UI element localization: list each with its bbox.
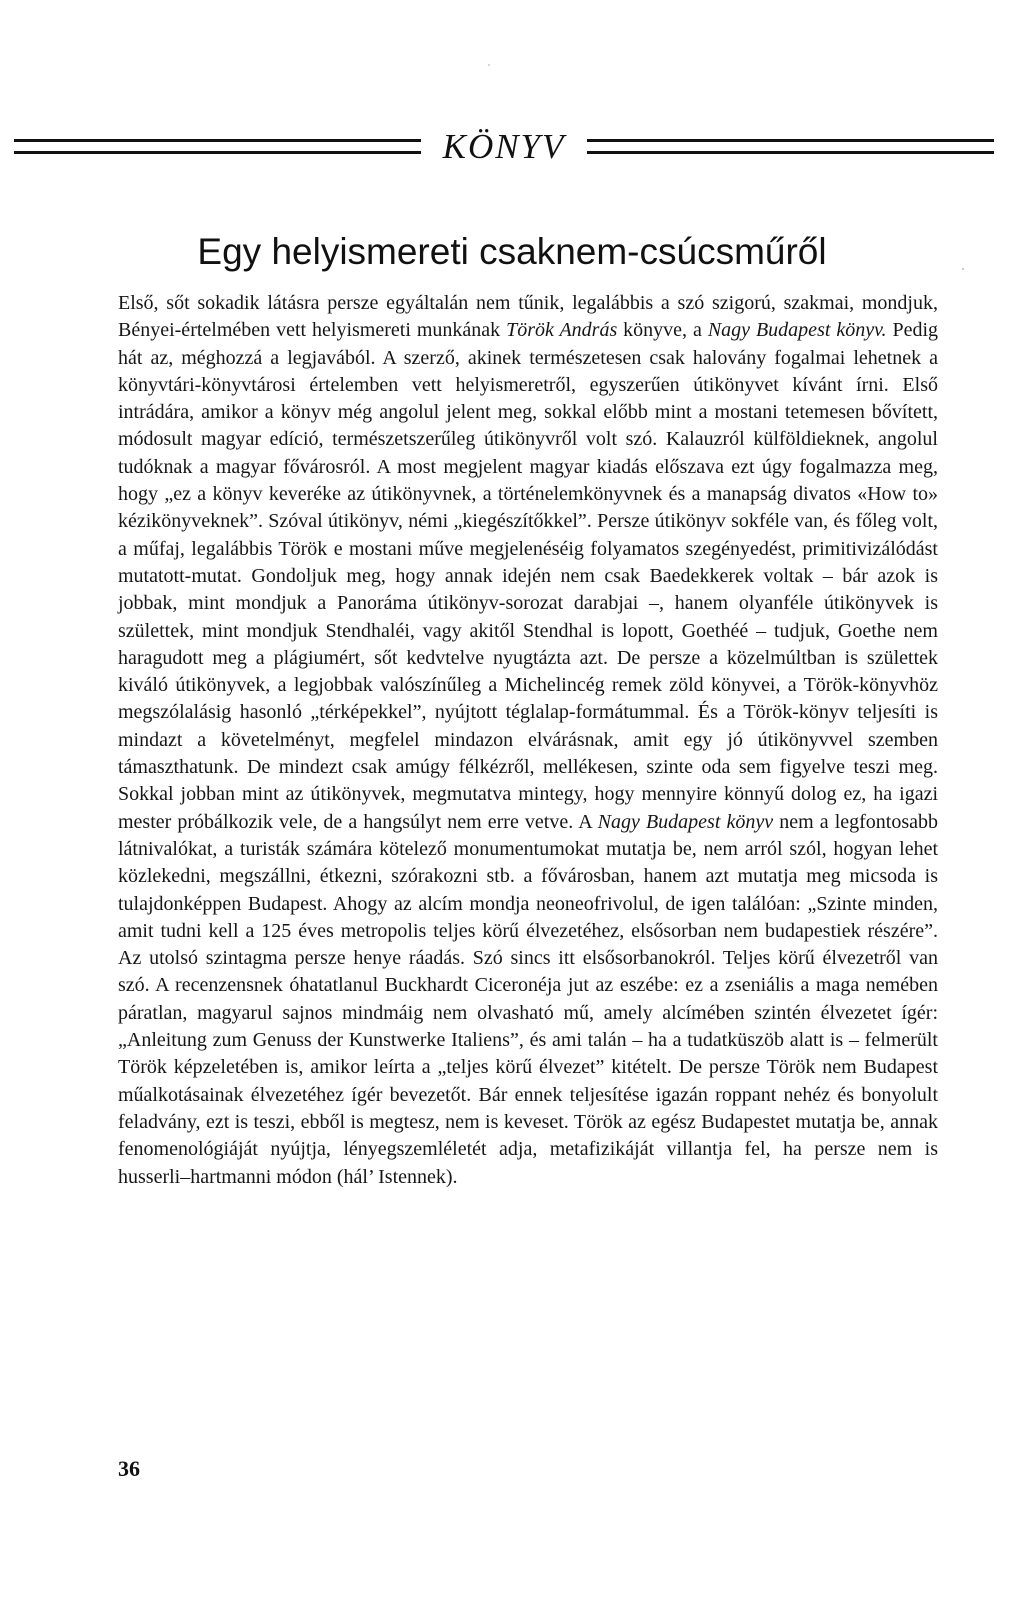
- article-headline: Egy helyismereti csaknem-csúcsműről: [197, 231, 827, 272]
- left-double-rule: [14, 139, 421, 154]
- italic-text-run: Nagy Budapest könyv.: [707, 319, 887, 342]
- text-run: Pedig hát az, méghozzá a legjavából. A szerző, akinek természetesen csak halovány fogalmai lehetnek a könyvtári-könyvtárosi értelemben vett helyismeretről, egyszerűen útikönyvet kívánt írni. Első intrádára, amikor a könyv még angolul jelent meg, sokkal előbb mint a mostani tetemesen bővített, módosult magyar edíció, természetszerűleg útikönyvről volt szó. Kalauzról külföldieknek, angolul tudóknak a magyar fővárosról. A most megjelent magyar kiadás előszava ezt úgy fogalmazza meg, hogy „ez a könyv keveréke az útikönyvnek, a történelemkönyvnek és a manapság divatos «How to» kézikönyveknek”. Szóval útikönyv, némi „kiegészítőkkel”. Persze útikönyv sokféle van, és főleg volt, a műfaj, legalábbis Török e mostani műve megjelenéséig folyamatos szegényedést, primitivizálódást mutatott-mutat. Gondoljuk meg, hogy annak idején nem csak Baedekkerek voltak – bár azok is jobbak, mint mondjuk a Panoráma útikönyv-sorozat darabjai –, hanem olyanféle útikönyvek is születtek, mint mondjuk Stendhaléi, vagy akitől Stendhal is lopott, Goethéé – tudjuk, Goethe nem haragudott meg a plágiumért, sőt kedvtelve nyugtázta azt. De persze a közelmúltban is születtek kiváló útikönyvek, a legjobbak valószínűleg a Michelincég remek zöld könyvei, a Török-könyvhöz megszólalásig hasonló „térképekkel”, nyújtott téglalap-formátummal. És a Török-könyv teljesíti is mindazt a követelményt, megfelel mindazon elvárásnak, amit egy jó útikönyvvel szemben támaszthatunk. De mindezt csak amúgy félkézről, mellékesen, szinte oda sem figyelve teszi meg. Sokkal jobban mint az útikönyvek, megmutatva mintegy, hogy mennyire könnyű dolog ez, ha igazi mester próbálkozik vele, de a hangsúlyt nem erre vetve. A: [118, 319, 938, 833]
- text-run: Első, sőt sokadik látásra persze egyáltalán nem tűnik, legalábbis a szó szigorú, szakmai, mondjuk, Bényei-értelmében vett helyismereti munkának: [118, 292, 938, 342]
- page-number: 36: [118, 1456, 140, 1481]
- italic-text-run: Nagy Budapest könyv: [597, 810, 774, 833]
- scan-speck: [488, 64, 490, 66]
- text-run: könyve, a: [617, 319, 708, 342]
- italic-text-run: Török András: [506, 319, 618, 342]
- right-double-rule: [587, 139, 994, 154]
- section-title: KÖNYV: [442, 126, 566, 166]
- article-paragraph: [118, 290, 938, 1191]
- scan-speck: [962, 268, 964, 270]
- text-run: nem a legfontosabb látnivalókat, a turisták számára kötelező monumentumokat mutatja be, nem arról szól, hogyan lehet közlekedni, megszállni, étkezni, szórakozni stb. a fővárosban, hanem azt mutatja meg micsoda is tulajdonképpen Budapest. Ahogy az alcím mondja neoneofrivolul, de igen találóan: „Szinte minden, amit tudni kell a 125 éves metropolis teljes körű élvezetéhez, elsősorban nem budapestiek részére”. Az utolsó szintagma persze henye ráadás. Szó sincs itt elsősorbanokról. Teljes körű élvezetről van szó. A recenzensnek óhatatlanul Buckhardt Ciceronéja jut az eszébe: ez a zseniális a maga nemében páratlan, magyarul sajnos mindmáig nem olvasható mű, amely alcímében szintén élvezetet ígér: „Anleitung zum Genuss der Kunstwerke Italiens”, és ami talán – ha a tudatküszöb alatt is – felmerült Török képzeletében is, amikor leírta a „teljes körű élvezet” kitételt. De persze Török nem Budapest műalkotásainak élvezetéhez ígér bevezetőt. Bár ennek teljesítése igazán roppant nehéz és bonyolult feladvány, ezt is teszi, ebből is megtesz, nem is keveset. Török az egész Budapestet mutatja be, annak fenomenológiáját nyújtja, lényegszemléletét adja, metafizikáját villantja fel, ha persze nem is husserli–hartmanni módon (hál’ Istennek).: [118, 810, 939, 1188]
- section-header: [14, 124, 994, 168]
- article-body: [118, 290, 938, 1191]
